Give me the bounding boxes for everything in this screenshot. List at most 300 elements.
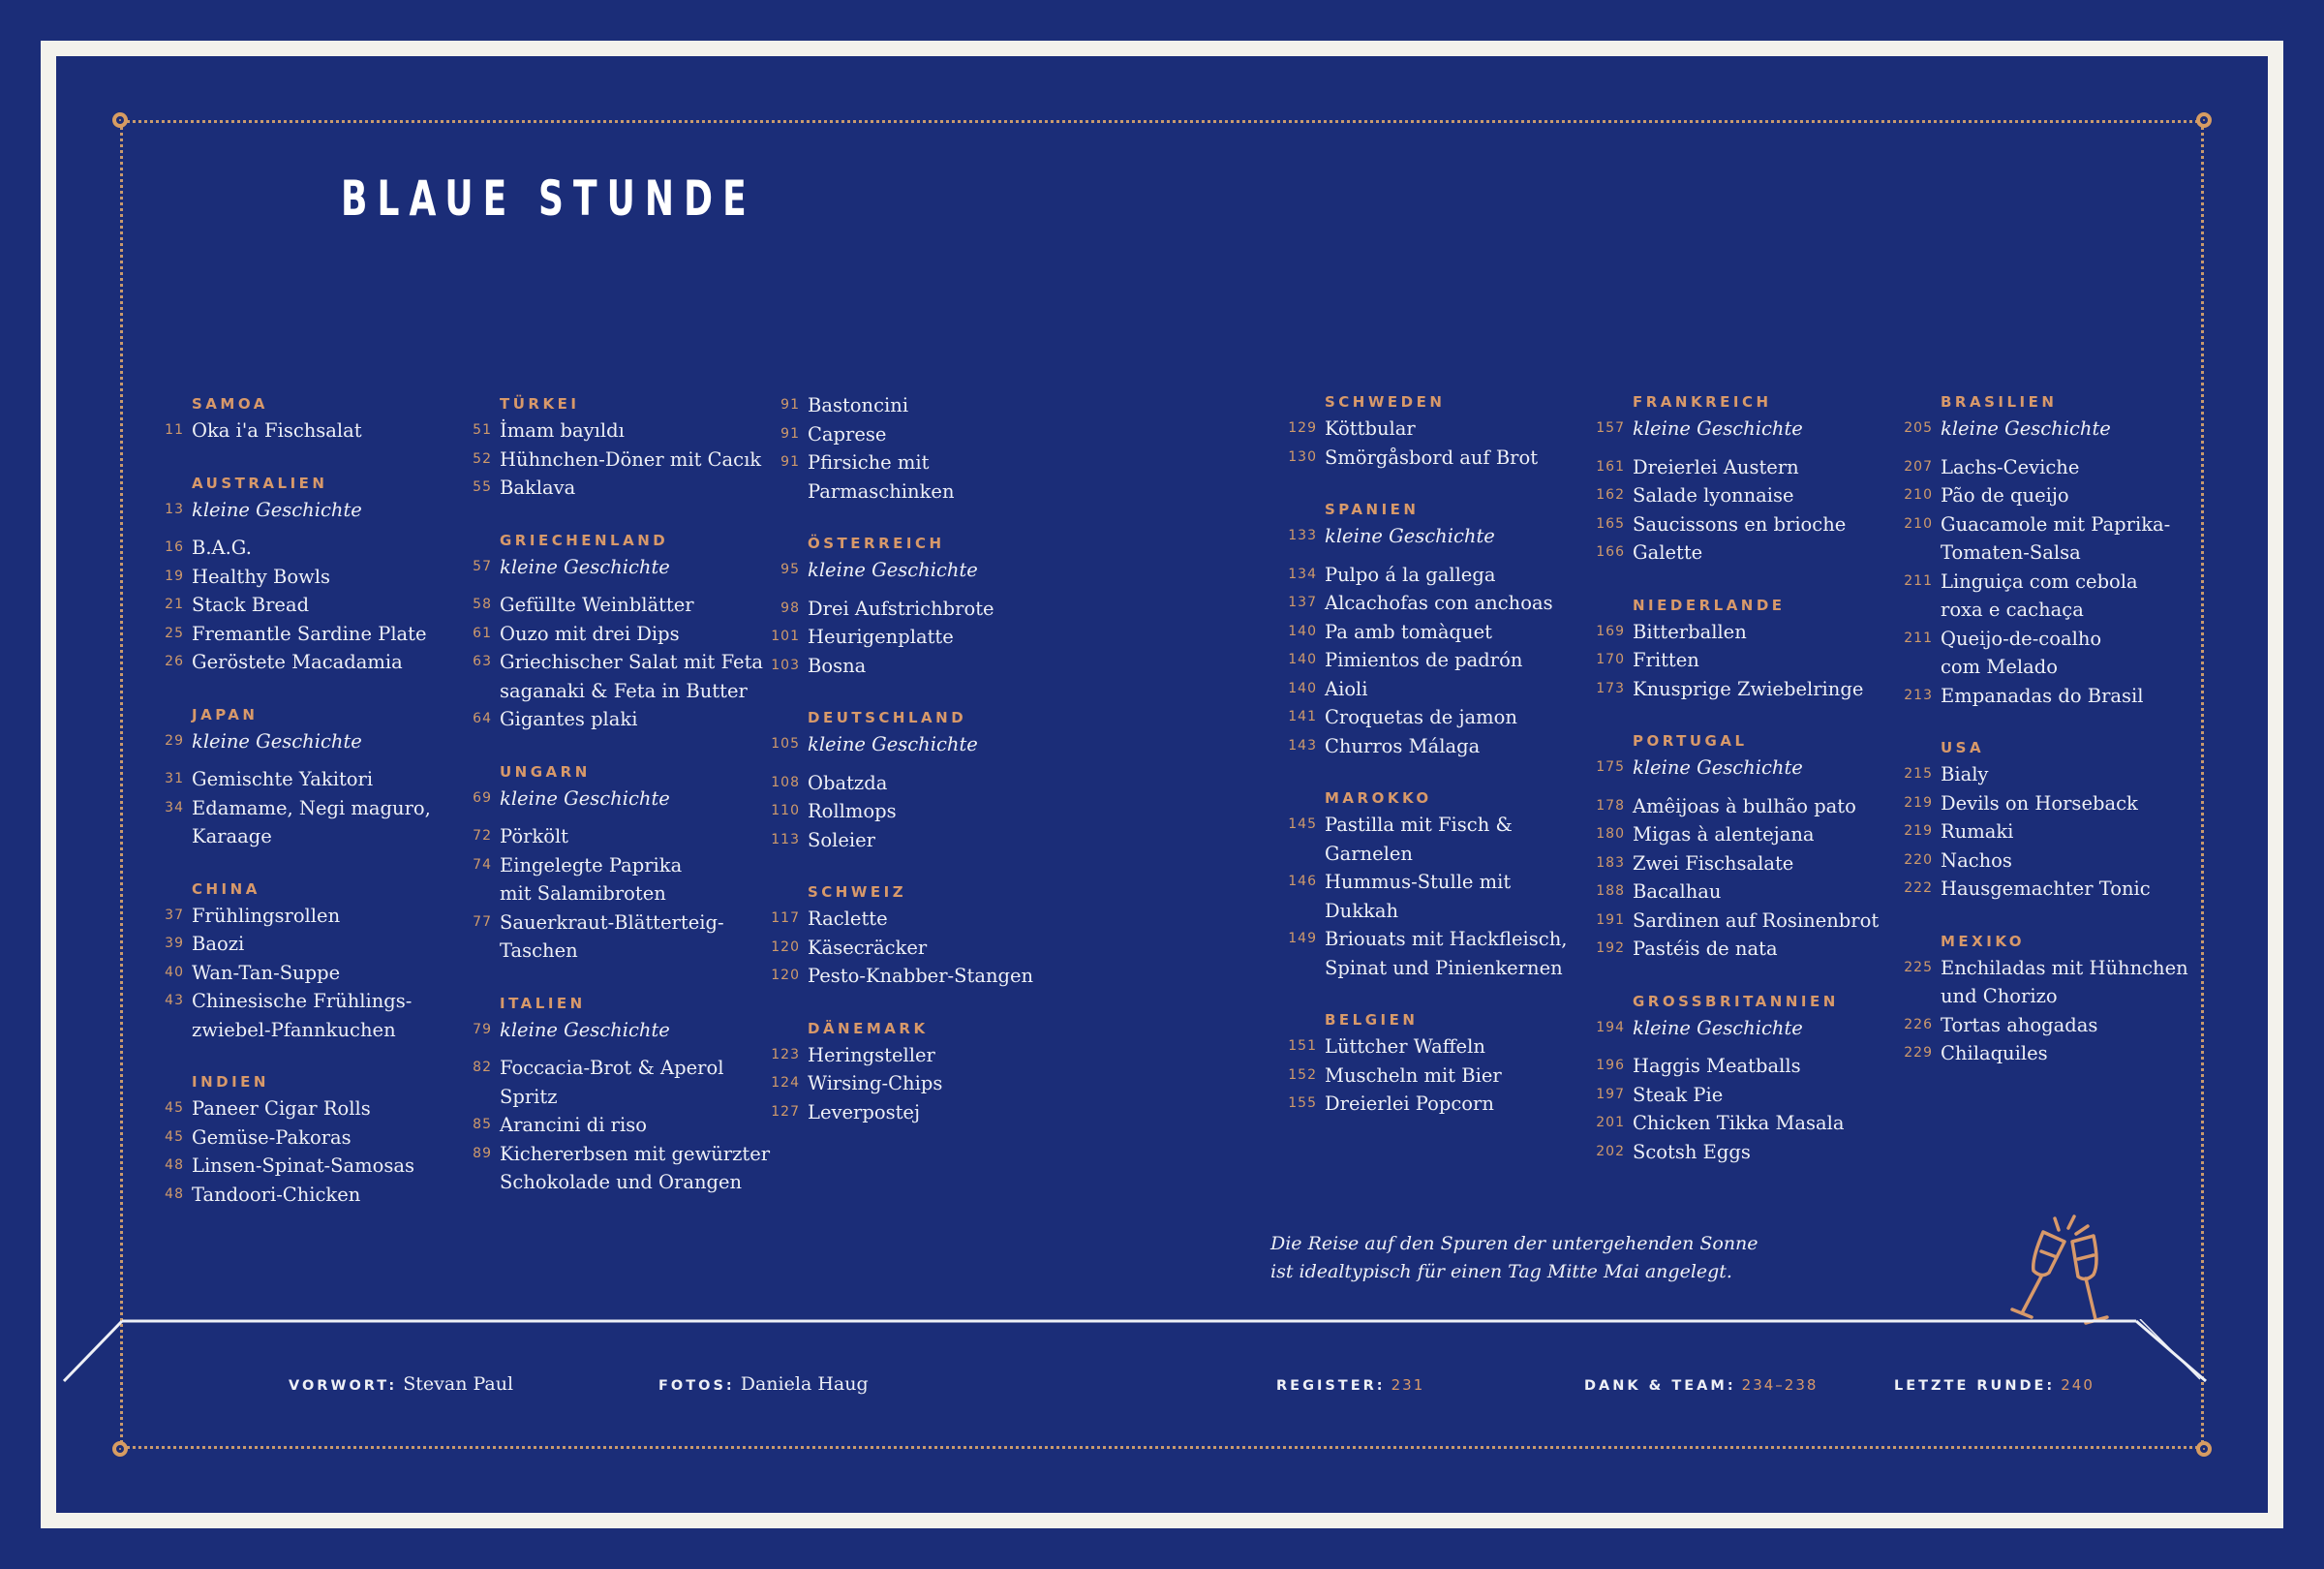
recipe-title: Enchiladas mit Hühnchen und Chorizo — [1941, 956, 2188, 1007]
recipe-title: Caprese — [808, 422, 887, 446]
page-number: 225 — [1904, 959, 1933, 975]
recipe-entry — [1904, 415, 2214, 444]
recipe-title: Heurigenplatte — [808, 626, 954, 648]
recipe-entry — [1596, 1052, 1906, 1081]
page-number: 201 — [1596, 1115, 1625, 1130]
recipe-entry — [1904, 789, 2214, 818]
page-number: 211 — [1904, 630, 1933, 646]
recipe-title: Raclette — [808, 908, 888, 930]
page-number: 143 — [1288, 737, 1317, 754]
recipe-title: Croquetas de jamon — [1325, 706, 1517, 728]
recipe-entry — [771, 1098, 1081, 1127]
page-number: 123 — [771, 1046, 800, 1062]
recipe-title: Nachos — [1941, 848, 2012, 872]
country-heading: GROSSBRITANNIEN — [1633, 992, 1839, 1010]
recipe-entry — [771, 826, 1081, 855]
recipe-title: Zwei Fischsalate — [1633, 851, 1794, 875]
recipe-entry — [463, 1054, 773, 1111]
recipe-title: Fritten — [1633, 649, 1699, 671]
recipe-title: kleine Geschichte — [1633, 417, 1803, 440]
recipe-title: Salade lyonnaise — [1633, 484, 1794, 507]
recipe-title: Healthy Bowls — [192, 565, 331, 588]
recipe-entry — [1288, 732, 1598, 761]
page-number: 145 — [1288, 816, 1317, 832]
recipe-title: Wan-Tan-Suppe — [192, 961, 341, 984]
recipe-entry — [463, 474, 773, 503]
recipe-entry — [463, 705, 773, 734]
recipe-title: Pulpo á la gallega — [1325, 563, 1496, 586]
footer-value: 240 — [2061, 1376, 2095, 1394]
recipe-entry — [1288, 1061, 1598, 1091]
page-number: 229 — [1904, 1045, 1933, 1061]
page-number: 191 — [1596, 911, 1625, 928]
recipe-entry — [1596, 481, 1906, 510]
recipe-title: Obatzda — [808, 771, 888, 794]
corner-ornament-icon — [112, 112, 128, 128]
country-heading: USA — [1941, 739, 1985, 756]
page-number: 137 — [1288, 595, 1317, 610]
recipe-entry — [155, 1123, 465, 1153]
recipe-title: Heringsteller — [808, 1043, 935, 1066]
recipe-entry — [1596, 646, 1906, 675]
recipe-entry — [1288, 444, 1598, 473]
page-number: 194 — [1596, 1019, 1625, 1035]
page-number: 69 — [473, 789, 492, 806]
recipe-entry — [1288, 868, 1598, 925]
page-number: 58 — [473, 597, 492, 612]
page-number: 91 — [780, 425, 800, 442]
page-number: 21 — [165, 597, 184, 612]
recipe-entry — [1596, 877, 1906, 907]
recipe-title: Tortas ahogadas — [1941, 1013, 2098, 1036]
page-number: 152 — [1288, 1066, 1317, 1083]
recipe-title: Lachs-Ceviche — [1941, 455, 2080, 478]
recipe-entry — [463, 591, 773, 620]
recipe-entry — [155, 534, 465, 563]
recipe-title: Muscheln mit Bier — [1325, 1063, 1502, 1087]
recipe-entry — [771, 652, 1081, 681]
page-number: 133 — [1288, 528, 1317, 543]
footer-value: Stevan Paul — [403, 1373, 514, 1395]
recipe-entry — [1904, 954, 2214, 1011]
recipe-entry — [771, 1069, 1081, 1098]
recipe-title: Frühlingsrollen — [192, 904, 341, 927]
country-section — [1288, 785, 1598, 982]
toc-column — [771, 391, 1081, 1152]
page-number: 219 — [1904, 823, 1933, 839]
page-number: 222 — [1904, 880, 1933, 896]
recipe-entry — [463, 416, 773, 446]
recipe-title: Churros Málaga — [1325, 734, 1481, 757]
recipe-entry — [1596, 538, 1906, 568]
country-section — [771, 705, 1081, 854]
toc-column — [1596, 389, 1906, 1191]
country-section — [463, 391, 773, 503]
country-heading: ITALIEN — [500, 994, 586, 1012]
recipe-title: Bitterballen — [1633, 620, 1747, 643]
recipe-entry — [771, 905, 1081, 934]
country-heading: SPANIEN — [1325, 501, 1420, 518]
page-number: 120 — [771, 968, 800, 983]
recipe-entry — [771, 769, 1081, 798]
recipe-title: Galette — [1633, 541, 1703, 564]
recipe-entry — [1288, 415, 1598, 444]
country-heading: SAMOA — [192, 395, 268, 413]
page-number: 31 — [165, 771, 184, 786]
page-number: 220 — [1904, 851, 1933, 868]
page-number: 55 — [473, 479, 492, 495]
page-number: 89 — [473, 1145, 492, 1161]
page-number: 213 — [1904, 687, 1933, 703]
recipe-title: Pfirsiche mit Parmaschinken — [808, 451, 955, 503]
country-section — [771, 1016, 1081, 1127]
recipe-title: Linguiça com cebola roxa e cachaça — [1941, 569, 2138, 621]
country-heading: DÄNEMARK — [808, 1019, 929, 1037]
recipe-entry — [155, 591, 465, 620]
recipe-title: Haggis Meatballs — [1633, 1055, 1801, 1077]
recipe-entry — [1596, 935, 1906, 964]
recipe-title: Arancini di riso — [500, 1114, 647, 1136]
recipe-entry — [1288, 561, 1598, 590]
recipe-title: Migas à alentejana — [1633, 823, 1815, 846]
recipe-entry — [771, 556, 1081, 585]
page-number: 37 — [165, 907, 184, 923]
country-heading: BELGIEN — [1325, 1011, 1419, 1029]
recipe-entry — [463, 446, 773, 475]
country-heading: INDIEN — [192, 1073, 269, 1091]
recipe-title: kleine Geschichte — [808, 559, 978, 581]
page-number: 192 — [1596, 940, 1625, 956]
page-number: 13 — [165, 501, 184, 517]
recipe-entry — [155, 794, 465, 851]
recipe-entry — [1904, 510, 2214, 568]
page-number: 48 — [165, 1157, 184, 1173]
page-number: 162 — [1596, 487, 1625, 503]
recipe-entry — [1596, 1081, 1906, 1110]
page-number: 117 — [771, 910, 800, 926]
page-number: 19 — [165, 568, 184, 584]
recipe-title: Fremantle Sardine Plate — [192, 622, 427, 645]
recipe-title: Briouats mit Hackfleisch, Spinat und Pinienkernen — [1325, 928, 1568, 979]
recipe-title: kleine Geschichte — [192, 498, 362, 521]
country-section — [1596, 389, 1906, 568]
page-number: 34 — [165, 799, 184, 815]
toc-column — [1288, 389, 1598, 1144]
page-number: 146 — [1288, 874, 1317, 889]
recipe-title: Hühnchen-Döner mit Cacık — [500, 447, 762, 471]
page-number: 101 — [771, 629, 800, 644]
page-number: 170 — [1596, 652, 1625, 667]
recipe-title: kleine Geschichte — [500, 555, 670, 578]
country-section — [1596, 593, 1906, 704]
recipe-entry — [771, 448, 1081, 506]
page-number: 11 — [165, 422, 184, 438]
recipe-entry — [1288, 703, 1598, 732]
country-heading: TÜRKEI — [500, 395, 580, 413]
recipe-entry — [463, 851, 773, 908]
recipe-entry — [463, 784, 773, 814]
recipe-entry — [155, 959, 465, 988]
page-number: 207 — [1904, 458, 1933, 475]
recipe-entry — [1288, 925, 1598, 982]
recipe-title: Ouzo mit drei Dips — [500, 622, 680, 645]
recipe-title: Pörkölt — [500, 825, 569, 847]
recipe-entry — [1288, 675, 1598, 704]
recipe-title: Empanadas do Brasil — [1941, 684, 2144, 707]
recipe-entry — [1596, 1138, 1906, 1167]
recipe-entry — [1596, 453, 1906, 482]
recipe-title: Drei Aufstrichbrote — [808, 597, 994, 620]
recipe-entry — [1904, 481, 2214, 510]
recipe-entry — [155, 563, 465, 592]
recipe-entry — [1904, 568, 2214, 625]
recipe-entry — [1904, 682, 2214, 711]
country-heading: SCHWEDEN — [1325, 393, 1446, 411]
footer-dank — [1584, 1373, 1818, 1395]
travel-note: Die Reise auf den Spuren der untergehenden Sonne ist idealtypisch für einen Tag Mitte Mai angelegt. — [1270, 1233, 1758, 1282]
recipe-entry — [1288, 522, 1598, 551]
footer-value: 231 — [1391, 1376, 1425, 1394]
recipe-title: Baozi — [192, 933, 245, 955]
recipe-title: Kichererbsen mit gewürzter Schokolade und Orangen — [500, 1142, 771, 1193]
recipe-title: kleine Geschichte — [808, 733, 978, 755]
recipe-entry — [1904, 1011, 2214, 1040]
recipe-title: Köttbular — [1325, 417, 1416, 440]
recipe-entry — [463, 1140, 773, 1197]
recipe-title: Aioli — [1325, 677, 1368, 700]
recipe-entry — [155, 1094, 465, 1123]
recipe-entry — [1904, 846, 2214, 876]
recipe-title: Geröstete Macadamia — [192, 651, 403, 673]
country-section — [1288, 1007, 1598, 1119]
page-number: 95 — [780, 562, 800, 577]
recipe-entry — [463, 648, 773, 705]
recipe-title: Gigantes plaki — [500, 708, 638, 730]
page-number: 113 — [771, 831, 800, 847]
recipe-entry — [771, 962, 1081, 991]
footer-label: REGISTER: — [1276, 1378, 1386, 1394]
recipe-title: Lüttcher Waffeln — [1325, 1035, 1485, 1058]
page-number: 140 — [1288, 652, 1317, 667]
page-number: 91 — [780, 454, 800, 470]
recipe-title: Chilaquiles — [1941, 1042, 2048, 1064]
page-number: 43 — [165, 993, 184, 1008]
page-number: 178 — [1596, 797, 1625, 814]
recipe-entry — [1288, 618, 1598, 647]
page-number: 16 — [165, 539, 184, 555]
recipe-entry — [771, 730, 1081, 759]
recipe-entry — [463, 908, 773, 966]
recipe-entry — [1288, 646, 1598, 675]
recipe-title: Steak Pie — [1633, 1083, 1724, 1106]
page-number: 45 — [165, 1128, 184, 1145]
page-number: 140 — [1288, 623, 1317, 639]
country-heading: CHINA — [192, 879, 260, 898]
page-number: 129 — [1288, 420, 1317, 436]
recipe-entry — [1904, 1039, 2214, 1068]
recipe-title: Bosna — [808, 654, 867, 677]
page-number: 39 — [165, 936, 184, 951]
country-section — [463, 759, 773, 966]
recipe-title: Alcachofas con anchoas — [1325, 592, 1553, 614]
page-number: 196 — [1596, 1058, 1625, 1073]
country-heading: DEUTSCHLAND — [808, 709, 967, 726]
footer-letzte-runde — [1894, 1373, 2095, 1395]
page-number: 151 — [1288, 1038, 1317, 1054]
country-section — [771, 531, 1081, 680]
page-number: 157 — [1596, 420, 1625, 436]
page-number: 134 — [1288, 566, 1317, 582]
page-number: 205 — [1904, 420, 1933, 436]
recipe-title: Queijo-de-coalho com Melado — [1941, 627, 2102, 678]
recipe-title: B.A.G. — [192, 537, 252, 559]
recipe-entry — [1904, 817, 2214, 846]
recipe-entry — [155, 620, 465, 649]
page-number: 85 — [473, 1117, 492, 1132]
recipe-entry — [1596, 820, 1906, 849]
page-number: 165 — [1596, 515, 1625, 532]
country-heading: UNGARN — [500, 762, 591, 781]
recipe-title: Griechischer Salat mit Feta saganaki & Feta in Butter — [500, 651, 764, 702]
recipe-title: Bialy — [1941, 763, 1989, 785]
recipe-entry — [155, 930, 465, 959]
recipe-entry — [1288, 589, 1598, 618]
page-number: 210 — [1904, 487, 1933, 503]
page-number: 26 — [165, 654, 184, 669]
recipe-entry — [1596, 675, 1906, 704]
recipe-title: Knusprige Zwiebelringe — [1633, 677, 1864, 700]
page-number: 141 — [1288, 709, 1317, 724]
recipe-entry — [155, 1152, 465, 1181]
page-number: 74 — [473, 856, 492, 873]
country-section — [771, 391, 1081, 506]
page-number: 45 — [165, 1100, 184, 1116]
toc-column — [463, 391, 773, 1222]
recipe-title: Gemüse-Pakoras — [192, 1125, 352, 1149]
page-number: 110 — [771, 803, 800, 818]
recipe-entry — [1596, 907, 1906, 936]
recipe-title: Devils on Horseback — [1941, 791, 2138, 815]
recipe-title: Pesto-Knabber-Stangen — [808, 965, 1034, 987]
recipe-title: Rollmops — [808, 800, 897, 822]
recipe-entry — [1904, 453, 2214, 482]
country-section — [155, 702, 465, 851]
recipe-entry — [1596, 849, 1906, 878]
recipe-title: Pimientos de padrón — [1325, 649, 1523, 671]
footer-label: LETZTE RUNDE: — [1894, 1378, 2056, 1394]
recipe-entry — [1596, 792, 1906, 821]
country-heading: SCHWEIZ — [808, 883, 907, 901]
recipe-title: Amêijoas à bulhão pato — [1633, 794, 1856, 817]
recipe-title: Pa amb tomàquet — [1325, 620, 1492, 643]
page-number: 149 — [1288, 931, 1317, 946]
page-number: 130 — [1288, 448, 1317, 465]
page-number: 124 — [771, 1075, 800, 1091]
page-number: 63 — [473, 654, 492, 669]
recipe-entry — [155, 902, 465, 931]
recipe-title: Guacamole mit Paprika- Tomaten-Salsa — [1941, 512, 2171, 564]
country-section — [1288, 389, 1598, 472]
recipe-title: Sardinen auf Rosinenbrot — [1633, 908, 1880, 932]
recipe-title: İmam bayıldı — [500, 419, 625, 442]
page-number: 61 — [473, 625, 492, 641]
page-number: 211 — [1904, 572, 1933, 589]
country-section — [1904, 735, 2214, 904]
page-number: 155 — [1288, 1095, 1317, 1111]
toc-column — [155, 391, 465, 1234]
recipe-entry — [155, 416, 465, 446]
recipe-entry — [1596, 415, 1906, 444]
recipe-entry — [1596, 1014, 1906, 1043]
country-heading: FRANKREICH — [1633, 393, 1772, 411]
page-number: 108 — [771, 774, 800, 790]
page-number: 77 — [473, 913, 492, 930]
recipe-title: Eingelegte Paprika mit Salamibroten — [500, 853, 683, 905]
recipe-entry — [1288, 1032, 1598, 1061]
recipe-title: Hausgemachter Tonic — [1941, 877, 2151, 900]
page-number: 105 — [771, 736, 800, 752]
country-section — [1596, 989, 1906, 1167]
recipe-entry — [1596, 1109, 1906, 1138]
country-heading: PORTUGAL — [1633, 732, 1748, 750]
country-section — [155, 471, 465, 677]
page-number: 51 — [473, 422, 492, 438]
country-section — [1288, 497, 1598, 760]
country-section — [463, 991, 773, 1197]
recipe-title: Chicken Tikka Masala — [1633, 1112, 1845, 1134]
recipe-title: Foccacia-Brot & Aperol Spritz — [500, 1057, 724, 1108]
recipe-title: Pastéis de nata — [1633, 938, 1778, 960]
recipe-entry — [155, 727, 465, 756]
footer-register — [1276, 1373, 1424, 1395]
recipe-entry — [463, 1111, 773, 1140]
recipe-entry — [155, 765, 465, 794]
recipe-entry — [771, 934, 1081, 963]
page-number: 48 — [165, 1185, 184, 1202]
recipe-entry — [155, 648, 465, 677]
page-number: 79 — [473, 1021, 492, 1037]
country-section — [463, 528, 773, 734]
page-number: 197 — [1596, 1086, 1625, 1102]
recipe-title: Leverpostej — [808, 1100, 921, 1123]
recipe-title: Käsecräcker — [808, 936, 928, 959]
toasting-glasses-icon — [1985, 1209, 2130, 1335]
recipe-title: Chinesische Frühlings- zwiebel-Pfannkuchen — [192, 990, 413, 1041]
recipe-entry — [463, 822, 773, 851]
page-number: 183 — [1596, 854, 1625, 871]
recipe-title: Soleier — [808, 828, 875, 851]
recipe-title: Hummus-Stulle mit Dukkah — [1325, 871, 1512, 922]
recipe-title: Smörgåsbord auf Brot — [1325, 446, 1539, 469]
page-number: 52 — [473, 450, 492, 467]
recipe-entry — [1596, 618, 1906, 647]
country-section — [1596, 728, 1906, 964]
page-number: 202 — [1596, 1143, 1625, 1159]
page-number: 25 — [165, 625, 184, 641]
country-section — [1904, 929, 2214, 1068]
page-number: 120 — [771, 938, 800, 955]
recipe-entry — [771, 420, 1081, 449]
recipe-title: Dreierlei Popcorn — [1325, 1092, 1494, 1115]
recipe-entry — [771, 623, 1081, 652]
recipe-entry — [771, 1041, 1081, 1070]
page-number: 173 — [1596, 680, 1625, 696]
country-section — [1904, 389, 2214, 710]
country-section — [771, 879, 1081, 991]
page-number: 161 — [1596, 458, 1625, 475]
recipe-title: Dreierlei Austern — [1633, 455, 1799, 478]
page-number: 82 — [473, 1060, 492, 1075]
